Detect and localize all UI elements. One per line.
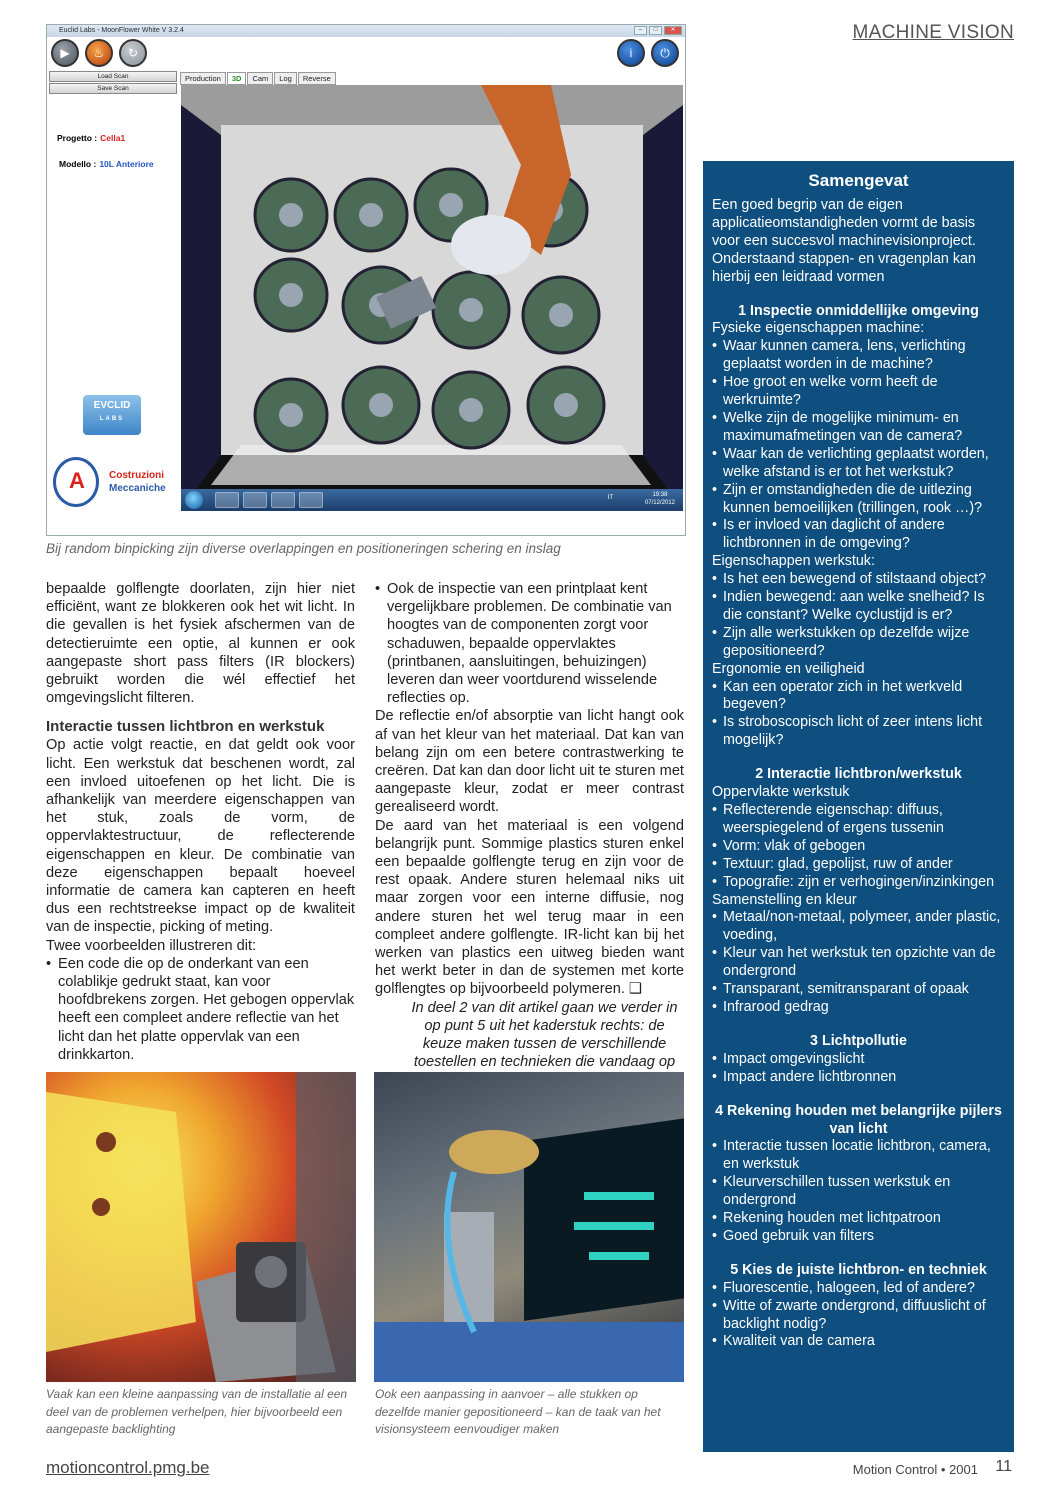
- summary-bullet: • Welke zijn de mogelijke minimum- en maximumafmetingen van de camera?: [712, 410, 1005, 446]
- paragraph: Twee voorbeelden illustreren dit:: [46, 937, 257, 954]
- caption-left: Vaak kan een kleine aanpassing van de installatie al een deel van de problemen verhelpen, hier bijvoorbeeld een aangepaste backlighting: [46, 1387, 348, 1436]
- project-field: [57, 133, 125, 143]
- euclid-labs-logo: EVCLID LABS: [83, 395, 141, 435]
- summary-heading: 4 Rekening houden met belangrijke pijlers van licht: [715, 1102, 1002, 1137]
- summary-bullet: • Impact omgevingslicht: [712, 1051, 1005, 1069]
- project-value: Cella1: [100, 133, 126, 143]
- summary-bullet: • Goed gebruik van filters: [712, 1228, 1005, 1246]
- fire-icon: ♨: [85, 39, 113, 67]
- app-icon: [243, 492, 267, 508]
- window-title: Euclid Labs - MoonFlower White V 3.2.4: [59, 27, 184, 34]
- emblem-icon: [53, 457, 99, 507]
- summary-intro: Een goed begrip van de eigen applicatieomstandigheden vormt de basis voor een succesvol machinevisionproject. Onderstaand stappen- en vragenplan kan hierbij een leidraad vormen: [712, 197, 976, 285]
- maximize-icon: □: [649, 26, 662, 35]
- summary-heading: 5 Kies de juiste lichtbron- en techniek: [730, 1261, 987, 1278]
- tab-reverse: Reverse: [298, 72, 336, 85]
- paragraph: bepaalde golflengte doorlaten, zijn hier niet efficiënt, want ze blokkeren ook het wit licht. In die gevallen is het fysiek afschermen van de detectieruimte een optie, al kunnen er ook aangepaste short pass filters (IR blockers) gebruikt worden die wél effectief het omgevingslicht filteren.: [46, 581, 355, 707]
- tab-3d: 3D: [227, 72, 247, 85]
- summary-bullet: • Kan een operator zich in het werkveld begeven?: [712, 679, 1005, 715]
- tab-production: Production: [180, 72, 226, 85]
- tray-language: IT: [607, 495, 613, 501]
- summary-subheading: Ergonomie en veiligheid: [712, 660, 865, 677]
- scan-buttons: [49, 71, 177, 95]
- summary-bullet: • Fluorescentie, halogeen, led of andere?: [712, 1280, 1005, 1298]
- project-label: Progetto :: [57, 133, 98, 143]
- subheading: Interactie tussen lichtbron en werkstuk: [46, 718, 325, 736]
- bullet-item: • Een code die op de onderkant van een colablikje gedrukt staat, kan voor hoofdbrekens zorgen. Het gebogen oppervlak heeft een compleet andere reflectie van het licht dan het platte oppervlak van een drinkkarton.: [46, 955, 355, 1064]
- summary-bullet: • Waar kunnen camera, lens, verlichting geplaatst worden in de machine?: [712, 338, 1005, 374]
- tab-log: Log: [274, 72, 297, 85]
- summary-bullet: • Waar kan de verlichting geplaatst worden, welke afstand is er tot het werkstuk?: [712, 446, 1005, 482]
- summary-bullet: • Impact andere lichtbronnen: [712, 1069, 1005, 1087]
- info-icon: i: [617, 39, 645, 67]
- robot-feeding-photo: [374, 1072, 684, 1382]
- paragraph: Op actie volgt reactie, en dat geldt ook voor licht. Een werkstuk dat beschenen wordt, zal een invloed uitoefenen op het licht. Die is afhankelijk van meerdere eigenschappen van het stuk, zoals de vorm, de oppervlaktestructuur, de reflecterende eigenschappen en kleur. De combinatie van deze eigenschappen bepaalt hoeveel informatie de camera kan capteren en heeft dus een rechtstreekse impact op de kwaliteit van de inspectie, picking of meting.: [46, 737, 355, 936]
- summary-subheading: Samenstelling en kleur: [712, 891, 857, 908]
- summary-bullet: • Zijn alle werkstukken op dezelfde wijze gepositioneerd?: [712, 625, 1005, 661]
- tray-clock: 19:38 07/12/2012: [644, 492, 675, 506]
- load-scan-button: Load Scan: [49, 71, 177, 82]
- start-icon: [185, 491, 203, 509]
- summary-bullet: • Metaal/non-metaal, polymeer, ander plastic, voeding,: [712, 909, 1005, 945]
- summary-bullet: • Zijn er omstandigheden die de uitlezing kunnen bemoeilijken (trillingen, rook …)?: [712, 482, 1005, 518]
- caption-right: Ook een aanpassing in aanvoer – alle stukken op dezelfde manier gepositioneerd – kan de taak van het visionsysteem eenvoudiger maken: [375, 1387, 661, 1436]
- model-label: Modello :: [59, 159, 97, 169]
- summary-bullet: • Interactie tussen locatie lichtbron, camera, en werkstuk: [712, 1138, 1005, 1174]
- article-column-1: [46, 580, 355, 1064]
- backlighting-photo: [46, 1072, 356, 1382]
- summary-bullet: • Is het een bewegend of stilstaand object?: [712, 571, 1005, 589]
- summary-subheading: Fysieke eigenschappen machine:: [712, 320, 925, 337]
- costruzioni-meccaniche-logo: A Costruzioni Meccaniche: [53, 457, 177, 511]
- bullet-item: • Ook de inspectie van een printplaat kent vergelijkbare problemen. De combinatie van hoogtes van de componenten zorgt voor schaduwen, bepaalde oppervlaktes (printbanen, aansluitingen, behuizingen) leveren dan weer voortdurend wisselende reflecties op.: [375, 580, 684, 707]
- refresh-icon: ↻: [119, 39, 147, 67]
- software-screenshot: [46, 24, 686, 536]
- website-link[interactable]: motioncontrol.pmg.be: [46, 1458, 210, 1477]
- 3d-viewport: [181, 85, 683, 511]
- summary-bullet: • Hoe groot en welke vorm heeft de werkruimte?: [712, 374, 1005, 410]
- summary-bullet: • Kleur van het werkstuk ten opzichte van de ondergrond: [712, 945, 1005, 981]
- window-titlebar: [47, 25, 685, 37]
- section-label: MACHINE VISION: [852, 22, 1014, 43]
- summary-bullet: • Witte of zwarte ondergrond, diffuuslicht of backlight nodig?: [712, 1298, 1005, 1334]
- summary-heading: 1 Inspectie onmiddellijke omgeving: [738, 302, 979, 319]
- summary-bullet: • Infrarood gedrag: [712, 999, 1005, 1017]
- bin-scene: [181, 85, 683, 511]
- article-column-2: [375, 580, 684, 1090]
- magazine-issue: Motion Control • 2001: [852, 1462, 978, 1477]
- summary-bullet: • Is er invloed van daglicht of andere lichtbronnen in de omgeving?: [712, 517, 1005, 553]
- window-controls: [634, 26, 682, 35]
- tool-icon: [299, 492, 323, 508]
- paragraph: De reflectie en/of absorptie van licht hangt ook af van het kleur van het materiaal. Dat kan van belang zijn om een betere contrastwerking te creëren. Dat kan dan door licht uit te sturen met aangepaste kleur, zodat er meer contrast gerealiseerd wordt.: [375, 708, 684, 816]
- summary-bullet: • Transparant, semitransparant of opaak: [712, 981, 1005, 999]
- disc-icon: [271, 492, 295, 508]
- paragraph: De aard van het materiaal is een volgend belangrijk punt. Sommige plastics sturen enkel een bepaalde golflengte terug en zijn voor de rest opaak. Andere sturen helemaal niks uit maar zorgen voor een interne diffusie, nog andere sturen het wel terug maar in een compleet andere golflengte. IR-licht kan bij het werken van plastics een uitweg bieden want het werkt beter in dan de systemen met korte golflengtes op bijvoorbeeld polymeren. ❑: [375, 817, 684, 998]
- summary-bullet: • Textuur: glad, gepolijst, ruw of ander: [712, 856, 1005, 874]
- model-value: 10L Anteriore: [99, 159, 154, 169]
- summary-bullet: • Reflecterende eigenschap: diffuus, weerspiegelend of ergens tussenin: [712, 802, 1005, 838]
- minimize-icon: –: [634, 26, 647, 35]
- summary-bullet: • Kleurverschillen tussen werkstuk en ondergrond: [712, 1174, 1005, 1210]
- page-number: 11: [995, 1458, 1012, 1475]
- summary-bullet: • Is stroboscopisch licht of zeer intens licht mogelijk?: [712, 714, 1005, 750]
- model-field: [59, 159, 154, 169]
- app-toolbar-right: [617, 39, 679, 67]
- folder-icon: [215, 492, 239, 508]
- tab-cam: Cam: [247, 72, 273, 85]
- summary-title: Samengevat: [808, 171, 909, 190]
- os-taskbar: [181, 489, 683, 511]
- summary-bullet: • Topografie: zijn er verhogingen/inzinkingen: [712, 874, 1005, 892]
- summary-bullet: • Kwaliteit van de camera: [712, 1333, 1005, 1351]
- summary-bullet: • Vorm: vlak of gebogen: [712, 838, 1005, 856]
- caption-top: Bij random binpicking zijn diverse overlappingen en positioneringen schering en inslag: [46, 541, 561, 556]
- summary-heading: 3 Lichtpollutie: [810, 1032, 907, 1049]
- summary-box: [703, 161, 1014, 1452]
- continuation-note: In deel 2 van dit artikel gaan we verder in op punt 5 uit het kaderstuk rechts: de keuze maken tussen de verschillende toestellen en technieken die vandaag op: [411, 999, 678, 1071]
- view-tabs: [180, 72, 337, 85]
- summary-bullet: • Indien bewegend: aan welke snelheid? Is die constant? Welke cyclustijd is er?: [712, 589, 1005, 625]
- close-icon: ✕: [664, 26, 682, 35]
- app-toolbar: [51, 39, 147, 67]
- summary-bullet: • Rekening houden met lichtpatroon: [712, 1210, 1005, 1228]
- summary-subheading: Eigenschappen werkstuk:: [712, 553, 875, 570]
- play-icon: ▶: [51, 39, 79, 67]
- save-scan-button: Save Scan: [49, 83, 177, 94]
- plug-icon: ⏻: [651, 39, 679, 67]
- summary-subheading: Oppervlakte werkstuk: [712, 784, 850, 801]
- summary-heading: 2 Interactie lichtbron/werkstuk: [755, 766, 962, 783]
